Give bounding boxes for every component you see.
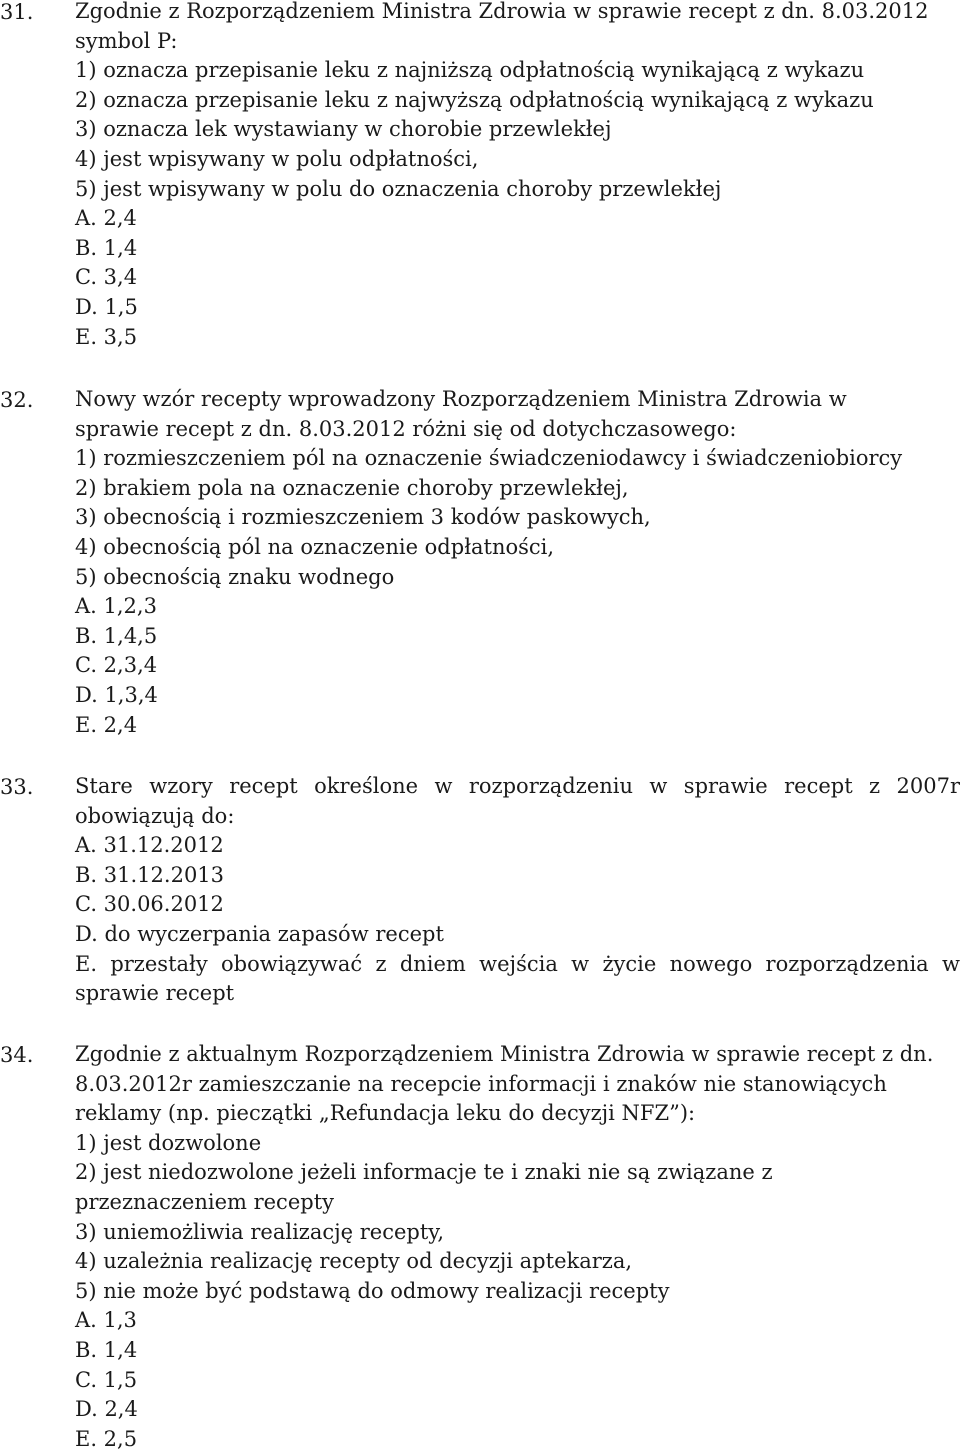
statement-item: 5) obecnością znaku wodnego: [75, 564, 395, 589]
answer-option-c: C. 30.06.2012: [75, 892, 224, 917]
statement-item-continued: przeznaczeniem recepty: [75, 1189, 334, 1214]
question-stem: Stare wzory recept określone w rozporządzeniu w sprawie recept z 2007r: [75, 774, 960, 798]
statement-item: 4) uzależnia realizację recepty od decyzji aptekarza,: [75, 1249, 633, 1274]
question-stem: sprawie recept z dn. 8.03.2012 różni się od dotychczasowego:: [75, 416, 737, 441]
answer-option-b: B. 1,4: [75, 1337, 138, 1362]
statement-item: 2) brakiem pola na oznaczenie choroby przewlekłej,: [75, 475, 629, 500]
answer-option-b: B. 1,4: [75, 235, 138, 260]
answer-option-d: D. 2,4: [75, 1397, 138, 1422]
statement-item: 3) oznacza lek wystawiany w chorobie przewlekłej: [75, 117, 612, 142]
answer-option-b: B. 31.12.2013: [75, 862, 225, 887]
statement-item: 3) uniemożliwia realizację recepty,: [75, 1219, 445, 1244]
answer-option-e: E. przestały obowiązywać z dniem wejścia w życie nowego rozporządzenia w: [75, 951, 960, 976]
answer-option-c: C. 3,4: [75, 265, 138, 290]
answer-option-d: D. do wyczerpania zapasów recept: [75, 921, 444, 946]
question-body: [75, 1040, 960, 1454]
question-stem: obowiązują do:: [75, 803, 235, 828]
answer-option-c: C. 2,3,4: [75, 653, 158, 678]
question-stem: 8.03.2012r zamieszczanie na recepcie informacji i znaków nie stanowiących: [75, 1071, 887, 1096]
question-body: [75, 772, 960, 1009]
question-stem: symbol P:: [75, 28, 178, 53]
statement-item: 4) jest wpisywany w polu odpłatności,: [75, 146, 479, 171]
answer-option-b: B. 1,4,5: [75, 623, 158, 648]
question-number: 33.: [0, 775, 34, 799]
answer-option-e: E. 2,5: [75, 1426, 138, 1451]
question-stem: Zgodnie z aktualnym Rozporządzeniem Ministra Zdrowia w sprawie recept z dn.: [75, 1042, 934, 1066]
question-stem: Nowy wzór recepty wprowadzony Rozporządzeniem Ministra Zdrowia w: [75, 387, 847, 411]
statement-item: 1) oznacza przepisanie leku z najniższą odpłatnością wynikającą z wykazu: [75, 58, 865, 83]
question-stem: reklamy (np. pieczątki „Refundacja leku do decyzji NFZ”):: [75, 1101, 696, 1126]
answer-option-e: E. 3,5: [75, 324, 138, 349]
answer-option-a: A. 1,3: [75, 1308, 137, 1333]
statement-item: 1) rozmieszczeniem pól na oznaczenie świadczeniodawcy i świadczeniobiorcy: [75, 446, 903, 471]
statement-item: 5) jest wpisywany w polu do oznaczenia choroby przewlekłej: [75, 176, 722, 201]
statement-item: 5) nie może być podstawą do odmowy realizacji recepty: [75, 1278, 670, 1303]
answer-option-a: A. 1,2,3: [75, 594, 157, 619]
answer-option-a: A. 31.12.2012: [75, 833, 224, 858]
question-number: 32.: [0, 388, 34, 412]
statement-item: 1) jest dozwolone: [75, 1130, 262, 1155]
answer-option-e: E. 2,4: [75, 712, 138, 737]
statement-item: 4) obecnością pól na oznaczenie odpłatności,: [75, 534, 555, 559]
statement-item: 3) obecnością i rozmieszczeniem 3 kodów paskowych,: [75, 505, 651, 530]
answer-option-e-continued: sprawie recept: [75, 981, 235, 1006]
answer-option-d: D. 1,3,4: [75, 682, 158, 707]
question-stem: Zgodnie z Rozporządzeniem Ministra Zdrowia w sprawie recept z dn. 8.03.2012: [75, 0, 929, 23]
statement-item: 2) jest niedozwolone jeżeli informacje te i znaki nie są związane z: [75, 1160, 773, 1185]
question-body: [75, 385, 960, 740]
answer-option-c: C. 1,5: [75, 1367, 138, 1392]
answer-option-d: D. 1,5: [75, 294, 138, 319]
question-number: 34.: [0, 1043, 34, 1067]
answer-option-a: A. 2,4: [75, 206, 137, 231]
statement-item: 2) oznacza przepisanie leku z najwyższą odpłatnością wynikającą z wykazu: [75, 87, 874, 112]
question-number: 31.: [0, 0, 34, 24]
question-body: [75, 0, 960, 352]
